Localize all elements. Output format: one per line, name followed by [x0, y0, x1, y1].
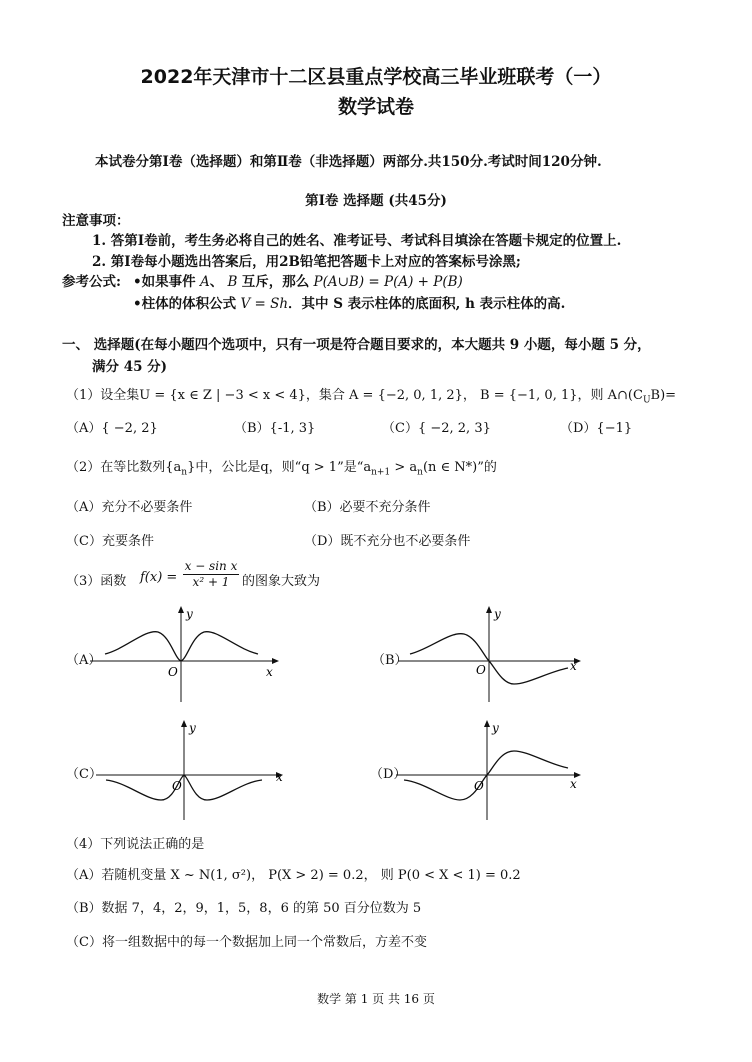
- origin-label: O: [474, 779, 484, 793]
- q2-sub: n: [181, 467, 188, 478]
- q2-sub: n+1: [371, 467, 391, 478]
- q4-option-c[interactable]: （C）将一组数据中的每一个数据加上同一个常数后，方差不变: [66, 935, 427, 950]
- q1-stem-text: （1）设全集U = {x ∈ Z | −3 < x < 4}，集合 A = {−2, 0, 1, 2}， B = {−1, 0, 1}，则 A∩(C: [66, 388, 643, 403]
- page-footer: 数学 第 1 页 共 16 页: [317, 992, 435, 1006]
- q2-sub: n: [417, 467, 423, 478]
- q4-option-a[interactable]: （A）若随机变量 X ~ N(1, σ²)， P(X > 2) = 0.2， 则 P(0 < X < 1) = 0.2: [66, 868, 521, 883]
- reference-label: 参考公式:: [62, 274, 121, 290]
- formula-union: P(A∪B) = P(A) + P(B): [313, 274, 463, 290]
- q2-text: }中，公比是q，则“q > 1”是“a: [187, 460, 372, 475]
- intro-text: 本试卷分第Ⅰ卷（选择题）和第Ⅱ卷（非选择题）两部分.共150分.考试时间120分钟.: [95, 154, 602, 170]
- page-subtitle: 数学试卷: [337, 96, 414, 118]
- graph-d[interactable]: [396, 718, 586, 822]
- reference-line-2: [133, 292, 565, 312]
- q2-option-d[interactable]: （D）既不充分也不必要条件: [304, 534, 471, 549]
- origin-label: O: [172, 779, 182, 793]
- y-arrow-icon: [181, 720, 187, 727]
- event-b: B: [227, 274, 238, 290]
- reference-text: •如果事件: [133, 274, 196, 290]
- q4-stem: （4）下列说法正确的是: [66, 837, 205, 852]
- page-title: 2022年天津市十二区县重点学校高三毕业班联考（一）: [140, 66, 612, 88]
- q2-text: > a: [390, 460, 418, 475]
- graph-c[interactable]: [96, 718, 290, 822]
- x-arrow-icon: [272, 658, 279, 664]
- q4-option-b[interactable]: （B）数据 7，4，2，9，1，5，8，6 的第 50 百分位数为 5: [66, 901, 422, 916]
- formula-volume: V = Sh: [240, 296, 289, 312]
- q2-option-c[interactable]: （C）充要条件: [66, 534, 154, 549]
- q1-stem-end: B)=: [650, 388, 677, 403]
- q3-fraction: [183, 559, 239, 589]
- graph-a[interactable]: [90, 604, 280, 704]
- reference-line-1: [133, 270, 463, 290]
- reference-sep: 、: [209, 274, 224, 290]
- reference-text: ．其中 S 表示柱体的底面积, h 表示柱体的高.: [288, 296, 566, 312]
- axis-x-label: x: [266, 665, 273, 679]
- axis-y-label: y: [189, 721, 196, 735]
- y-arrow-icon: [178, 606, 184, 613]
- axis-x-label: x: [276, 770, 283, 784]
- reference-text: 互斥，那么: [241, 274, 310, 290]
- q3-stem-end: 的图象大致为: [242, 574, 321, 589]
- origin-label: O: [476, 663, 486, 677]
- part1-title: 第Ⅰ卷 选择题 (共45分): [305, 193, 447, 209]
- q1-option-a[interactable]: （A）{ −2, 2}: [66, 421, 158, 436]
- q3-func: f(x) =: [140, 570, 178, 585]
- q3-text: （3）函数: [66, 574, 127, 589]
- q1-option-d[interactable]: （D）{−1}: [560, 421, 633, 436]
- graph-b[interactable]: [398, 604, 588, 704]
- q1-option-c[interactable]: （C）{ −2, 2, 3}: [382, 421, 491, 436]
- y-arrow-icon: [484, 720, 490, 727]
- axis-x-label: x: [570, 659, 577, 673]
- y-arrow-icon: [486, 606, 492, 613]
- section1-title-cont: 满分 45 分): [92, 359, 168, 375]
- reference-text: •柱体的体积公式: [133, 296, 237, 312]
- event-a: A: [199, 274, 210, 290]
- q3-denominator: x² + 1: [192, 575, 230, 589]
- origin-label: O: [168, 665, 178, 679]
- q3-stem: [66, 570, 126, 589]
- q2-stem: [66, 456, 497, 478]
- q3-option-d[interactable]: （D）: [370, 767, 407, 782]
- q3-option-a[interactable]: （A）: [66, 653, 102, 668]
- q2-text: （2）在等比数列{a: [66, 460, 182, 475]
- q1-stem: [66, 384, 676, 406]
- axis-y-label: y: [494, 607, 501, 621]
- notes-item: 1. 答第Ⅰ卷前，考生务必将自己的姓名、准考证号、考试科目填涂在答题卡规定的位置上.: [92, 233, 622, 249]
- notes-label: 注意事项：: [62, 213, 130, 229]
- q2-option-b[interactable]: （B）必要不充分条件: [304, 500, 431, 515]
- q3-option-c[interactable]: （C）: [66, 767, 102, 782]
- q2-option-a[interactable]: （A）充分不必要条件: [66, 500, 193, 515]
- axis-x-label: x: [570, 777, 577, 791]
- q3-option-b[interactable]: （B）: [372, 653, 408, 668]
- section1-title: 一、 选择题(在每小题四个选项中，只有一项是符合题目要求的，本大题共 9 小题，每小题 5 分，: [62, 337, 651, 353]
- notes-item: 2. 第Ⅰ卷每小题选出答案后，用2B铅笔把答题卡上对应的答案标号涂黑;: [92, 254, 521, 270]
- q1-option-b[interactable]: （B）{-1, 3}: [234, 421, 316, 436]
- q2-text: (n ∈ N*)”的: [422, 460, 497, 475]
- axis-y-label: y: [186, 607, 193, 621]
- q3-numerator: x − sin x: [184, 559, 238, 573]
- q1-sub: U: [642, 395, 651, 406]
- axis-y-label: y: [492, 721, 499, 735]
